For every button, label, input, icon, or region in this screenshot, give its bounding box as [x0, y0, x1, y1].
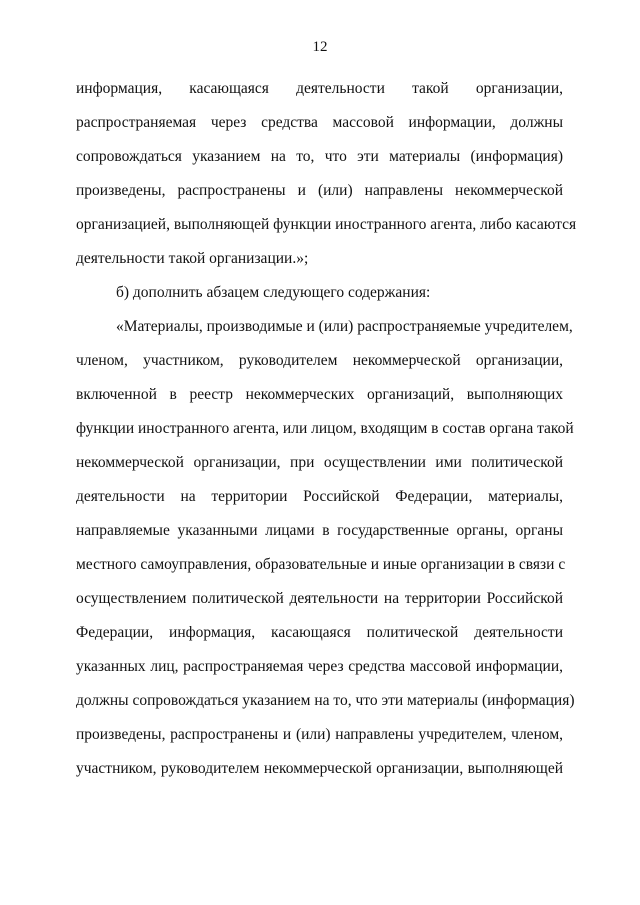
text-line: участником, руководителем некоммерческой организации, выполняющей: [76, 760, 563, 777]
document-body: [76, 72, 577, 786]
text-line: должны сопровождаться указанием на то, что эти материалы (информация): [76, 692, 575, 709]
text-line: информация, касающаяся деятельности такой организации,: [76, 80, 563, 97]
text-line: осуществлением политической деятельности на территории Российской: [76, 590, 563, 607]
text-line: деятельности такой организации.»;: [76, 250, 309, 267]
text-line: Федерации, информация, касающаяся политической деятельности: [76, 624, 563, 641]
paragraph-start: б) дополнить абзацем следующего содержания:: [116, 284, 431, 301]
page-number: 12: [312, 39, 328, 55]
text-line: произведены, распространены и (или) направлены некоммерческой: [76, 182, 563, 199]
text-line: деятельности на территории Российской Федерации, материалы,: [76, 488, 563, 505]
text-line: произведены, распространены и (или) направлены учредителем, членом,: [76, 726, 563, 743]
paragraph-start: «Материалы, производимые и (или) распространяемые учредителем,: [116, 318, 573, 335]
text-line: направляемые указанными лицами в государственные органы, органы: [76, 522, 563, 539]
text-line: указанных лиц, распространяемая через средства массовой информации,: [76, 658, 563, 675]
text-line: функции иностранного агента, или лицом, входящим в состав органа такой: [76, 420, 574, 437]
text-line: сопровождаться указанием на то, что эти материалы (информация): [76, 148, 563, 165]
text-line: включенной в реестр некоммерческих организаций, выполняющих: [76, 386, 563, 403]
text-line: распространяемая через средства массовой информации, должны: [76, 114, 563, 131]
text-line: членом, участником, руководителем некоммерческой организации,: [76, 352, 563, 369]
text-line: организацией, выполняющей функции иностранного агента, либо касаются: [76, 216, 577, 233]
text-line: некоммерческой организации, при осуществлении ими политической: [76, 454, 563, 471]
text-line: местного самоуправления, образовательные и иные организации в связи с: [76, 556, 566, 573]
